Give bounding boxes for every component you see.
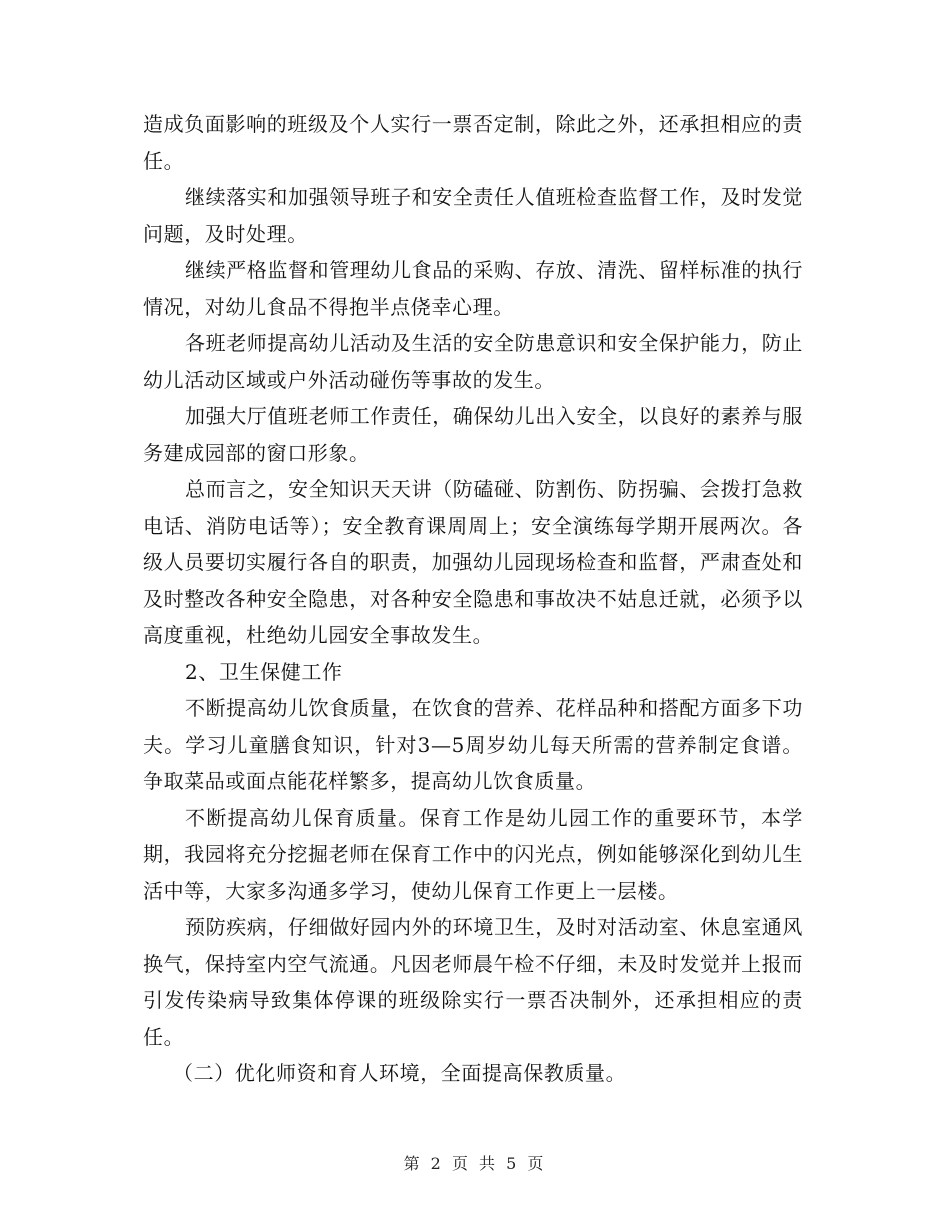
paragraph-duty-supervision: 继续落实和加强领导班子和安全责任人值班检查监督工作，及时发觉问题，及时处理。 bbox=[143, 185, 803, 246]
section-heading-health-care: 2、卫生保健工作 bbox=[185, 659, 343, 684]
paragraph-continuation: 造成负面影响的班级及个人实行一票否定制，除此之外，还承担相应的责任。 bbox=[143, 112, 803, 173]
paragraph-food-safety: 继续严格监督和管理幼儿食品的采购、存放、清洗、留样标准的执行情况，对幼儿食品不得抱半点侥幸心理。 bbox=[143, 258, 803, 319]
paragraph-disease-prevention: 预防疾病，仔细做好园内外的环境卫生，及时对活动室、休息室通风换气，保持室内空气流通。凡因老师晨午检不仔细，未及时发觉并上报而引发传染病导致集体停课的班级除实行一票否决制外，还承担相应的责任。 bbox=[143, 915, 803, 1049]
paragraph-safety-summary: 总而言之，安全知识天天讲（防磕碰、防割伤、防拐骗、会拨打急救电话、消防电话等）；安全教育课周周上；安全演练每学期开展两次。各级人员要切实履行各自的职责，加强幼儿园现场检查和监督，严肃查处和及时整改各种安全隐患，对各种安全隐患和事故决不姑息迁就，必须予以高度重视，杜绝幼儿园安全事故发生。 bbox=[143, 477, 803, 647]
paragraph-care-quality: 不断提高幼儿保育质量。保育工作是幼儿园工作的重要环节，本学期，我园将充分挖掘老师在保育工作中的闪光点，例如能够深化到幼儿生活中等，大家多沟通多学习，使幼儿保育工作更上一层楼。 bbox=[143, 805, 803, 903]
document-body bbox=[143, 106, 803, 1092]
page-number-footer: 第 2 页 共 5 页 bbox=[403, 1154, 547, 1173]
paragraph-diet-quality: 不断提高幼儿饮食质量，在饮食的营养、花样品种和搭配方面多下功夫。学习儿童膳食知识，针对3—5周岁幼儿每天所需的营养制定食谱。争取菜品或面点能花样繁多，提高幼儿饮食质量。 bbox=[143, 696, 803, 793]
paragraph-hall-duty: 加强大厅值班老师工作责任，确保幼儿出入安全，以良好的素养与服务建成园部的窗口形象。 bbox=[143, 404, 803, 465]
section-heading-teaching-quality: （二）优化师资和育人环境，全面提高保教质量。 bbox=[173, 1061, 627, 1085]
paragraph-activity-safety: 各班老师提高幼儿活动及生活的安全防患意识和安全保护能力，防止幼儿活动区域或户外活动碰伤等事故的发生。 bbox=[143, 331, 803, 392]
